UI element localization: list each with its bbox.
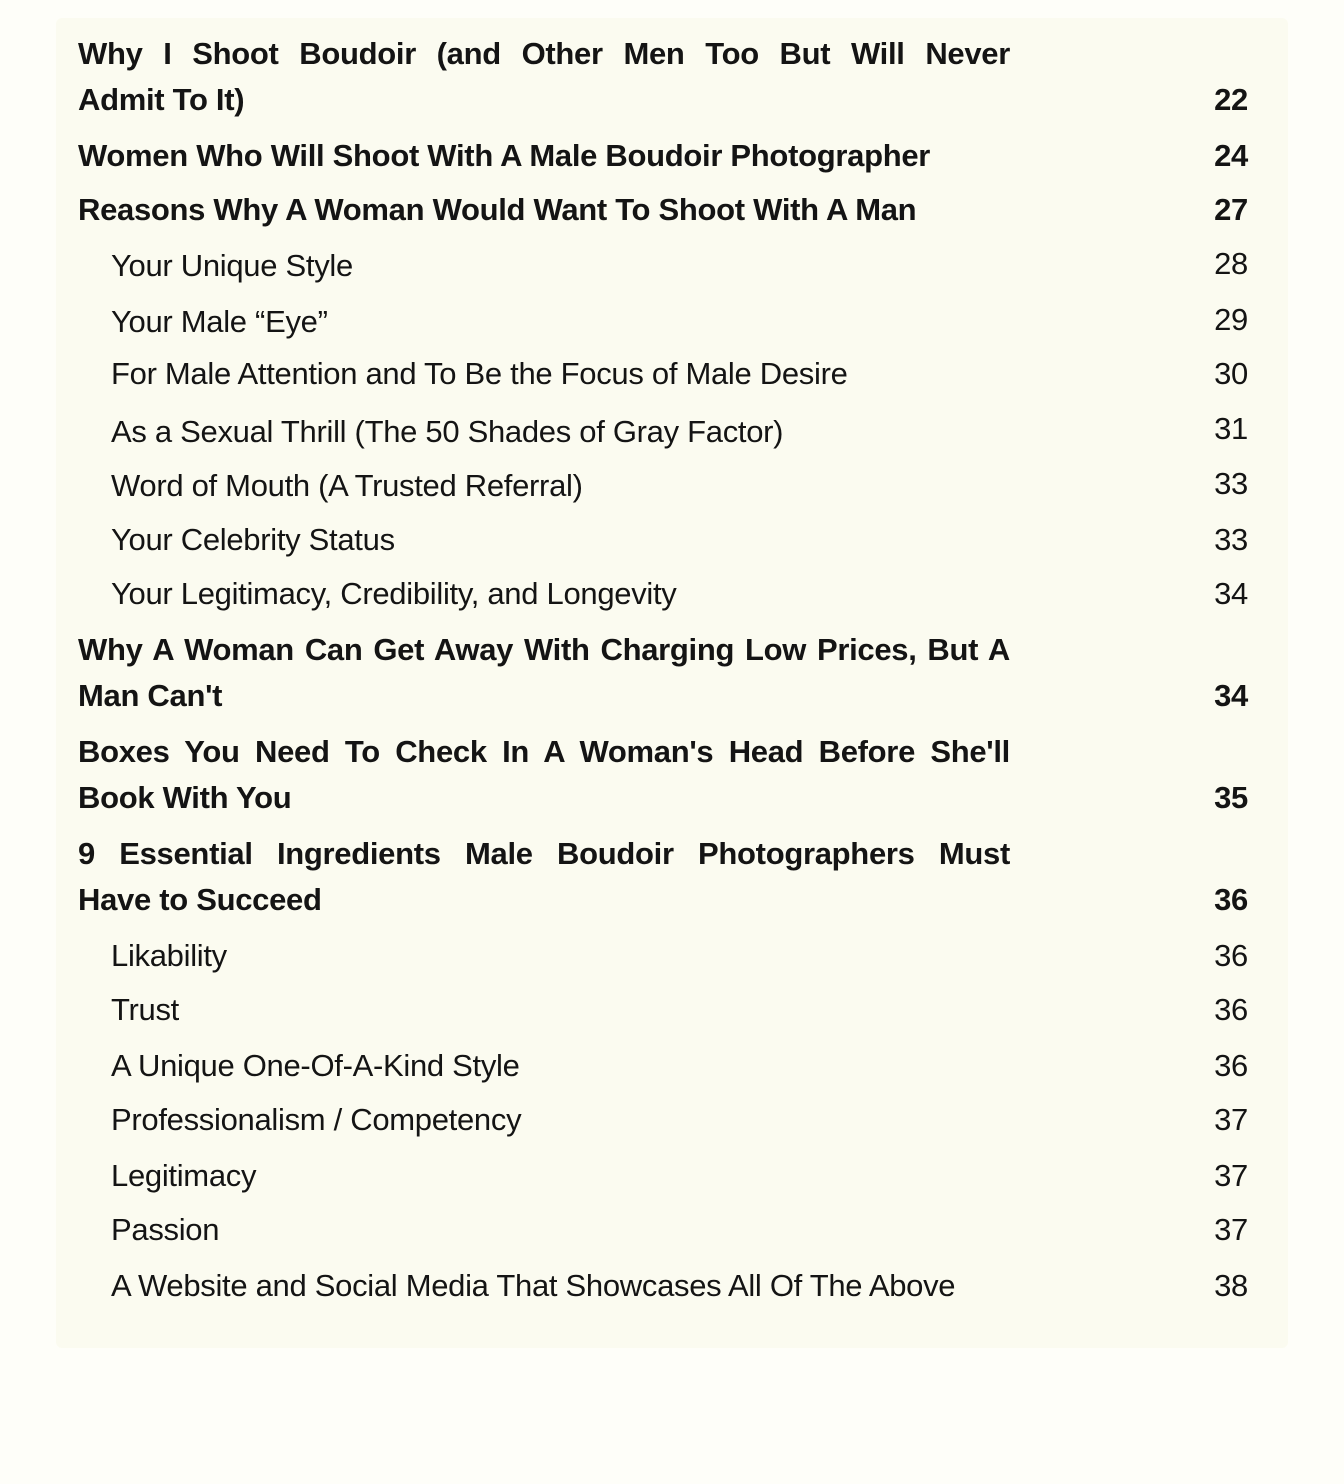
toc-entry-title bbox=[78, 133, 1010, 179]
toc-page-number: 22 bbox=[1214, 82, 1248, 117]
toc-page-number: 27 bbox=[1214, 192, 1248, 227]
toc-title-line: Reasons Why A Woman Would Want To Shoot With A Man bbox=[78, 192, 917, 227]
toc-title-line: Why I Shoot Boudoir (and Other Men Too But Will Never bbox=[78, 36, 1010, 71]
toc-page-number: 33 bbox=[1214, 522, 1248, 557]
toc-page-number: 30 bbox=[1214, 356, 1248, 391]
toc-entry-title bbox=[78, 627, 1010, 719]
toc-entry-title bbox=[111, 517, 1011, 563]
toc-page-number: 33 bbox=[1214, 466, 1248, 501]
toc-entry-title bbox=[78, 187, 1010, 233]
toc-title-line: Your Celebrity Status bbox=[111, 522, 395, 557]
toc-page-number: 24 bbox=[1214, 138, 1248, 173]
toc-page-number: 34 bbox=[1214, 576, 1248, 611]
toc-page-number: 28 bbox=[1214, 246, 1248, 281]
toc-page-number: 36 bbox=[1214, 938, 1248, 973]
toc-title-line: Your Unique Style bbox=[111, 248, 353, 283]
toc-entry-title bbox=[111, 463, 1011, 509]
toc-entry-title bbox=[111, 571, 1011, 617]
toc-title-line: Man Can't bbox=[78, 678, 223, 713]
toc-page-number: 36 bbox=[1214, 992, 1248, 1027]
toc-title-line: Word of Mouth (A Trusted Referral) bbox=[111, 468, 583, 503]
toc-page-number: 34 bbox=[1214, 678, 1248, 713]
toc-title-line: Why A Woman Can Get Away With Charging Low Prices, But A bbox=[78, 632, 1010, 667]
toc-page-number: 29 bbox=[1214, 302, 1248, 337]
toc-title-line: Book With You bbox=[78, 780, 292, 815]
toc-title-line: 9 Essential Ingredients Male Boudoir Photographers Must bbox=[78, 836, 1010, 871]
toc-title-line: A Website and Social Media That Showcases All Of The Above bbox=[111, 1268, 956, 1303]
toc-page-number: 37 bbox=[1214, 1102, 1248, 1137]
toc-entry-title bbox=[111, 1097, 1011, 1143]
toc-title-line: Passion bbox=[111, 1212, 220, 1247]
toc-page-number: 35 bbox=[1214, 780, 1248, 815]
toc-entry-title bbox=[111, 243, 1011, 289]
toc-title-line: As a Sexual Thrill (The 50 Shades of Gray Factor) bbox=[111, 414, 784, 449]
toc-title-line: Have to Succeed bbox=[78, 882, 322, 917]
toc-page-number: 37 bbox=[1214, 1158, 1248, 1193]
toc-entry-title bbox=[111, 1263, 1011, 1309]
toc-title-line: Your Legitimacy, Credibility, and Longevity bbox=[111, 576, 677, 611]
toc-entry-title bbox=[111, 1043, 1011, 1089]
toc-entry-title bbox=[111, 351, 1011, 397]
toc-title-line: Legitimacy bbox=[111, 1158, 257, 1193]
toc-entry-title bbox=[78, 31, 1010, 123]
toc-entry-title bbox=[78, 729, 1010, 821]
toc-title-line: Your Male “Eye” bbox=[111, 304, 328, 339]
toc-title-line: Professionalism / Competency bbox=[111, 1102, 522, 1137]
toc-title-line: Women Who Will Shoot With A Male Boudoir Photographer bbox=[78, 138, 931, 173]
toc-page-number: 37 bbox=[1214, 1212, 1248, 1247]
toc-entry-title bbox=[111, 987, 1011, 1033]
toc-page-number: 36 bbox=[1214, 1048, 1248, 1083]
toc-title-line: Boxes You Need To Check In A Woman's Head Before She'll bbox=[78, 734, 1010, 769]
toc-entry-title bbox=[111, 1153, 1011, 1199]
toc-title-line: Trust bbox=[111, 992, 179, 1027]
toc-entry-title bbox=[111, 299, 1011, 345]
toc-page-number: 36 bbox=[1214, 882, 1248, 917]
toc-page-number: 38 bbox=[1214, 1268, 1248, 1303]
toc-page-number: 31 bbox=[1214, 411, 1248, 446]
toc-title-line: A Unique One-Of-A-Kind Style bbox=[111, 1048, 520, 1083]
toc-title-line: For Male Attention and To Be the Focus of Male Desire bbox=[111, 356, 848, 391]
toc-entry-title bbox=[111, 409, 1011, 455]
toc-title-line: Admit To It) bbox=[78, 82, 245, 117]
toc-entry-title bbox=[78, 831, 1010, 923]
toc-entry-title bbox=[111, 1207, 1011, 1253]
toc-entry-title bbox=[111, 933, 1011, 979]
toc-title-line: Likability bbox=[111, 938, 227, 973]
